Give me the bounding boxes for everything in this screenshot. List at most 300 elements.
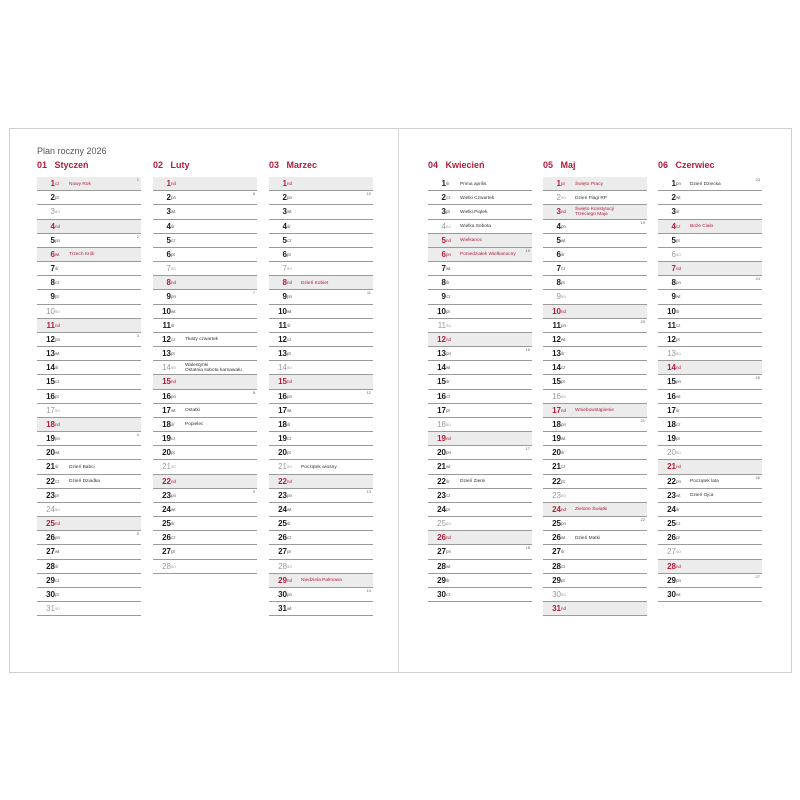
week-number: 13: [366, 488, 371, 494]
weekday-abbrev: pt: [446, 506, 450, 512]
weekday-abbrev: so: [561, 195, 566, 201]
day-number: 17: [437, 405, 446, 415]
day-row: [428, 560, 532, 574]
day-row: [37, 588, 141, 602]
day-row: [37, 418, 141, 432]
week-number: 25: [755, 375, 760, 381]
day-number: 21: [46, 462, 55, 472]
weekday-abbrev: wt: [171, 308, 176, 314]
day-number: 9: [556, 292, 561, 302]
weekday-abbrev: pn: [446, 351, 452, 357]
weekday-abbrev: śr: [55, 365, 59, 371]
day-number: 17: [667, 405, 676, 415]
week-number: 27: [755, 573, 760, 579]
day-row: [37, 319, 141, 333]
weekday-abbrev: pt: [287, 549, 291, 555]
day-row: [269, 290, 373, 304]
day-number: 26: [667, 533, 676, 543]
day-row: [37, 517, 141, 531]
day-row: [543, 475, 647, 489]
weekday-abbrev: wt: [55, 251, 60, 257]
weekday-abbrev: pn: [55, 237, 61, 243]
day-number: 13: [162, 349, 171, 359]
weekday-abbrev: wt: [446, 266, 451, 272]
weekday-abbrev: pn: [287, 492, 293, 498]
weekday-abbrev: cz: [561, 266, 566, 272]
day-number: 1: [441, 179, 446, 188]
day-row: [428, 574, 532, 588]
day-number: 10: [667, 306, 676, 316]
day-note: Nowy Rok: [69, 181, 91, 187]
weekday-abbrev: nd: [287, 181, 293, 186]
month-number: 01: [37, 160, 48, 170]
day-row: [153, 319, 257, 333]
day-row: [543, 404, 647, 418]
week-number: 10: [366, 191, 371, 197]
weekday-abbrev: so: [55, 209, 60, 215]
day-row: [543, 191, 647, 205]
weekday-abbrev: pn: [171, 492, 177, 498]
weekday-abbrev: wt: [287, 606, 292, 612]
day-note: Wniebowstąpienie: [575, 408, 614, 414]
weekday-abbrev: cz: [446, 591, 451, 597]
weekday-abbrev: nd: [676, 266, 682, 272]
day-number: 12: [552, 334, 561, 344]
week-number: 12: [366, 389, 371, 395]
month-name: Styczeń: [54, 160, 89, 170]
weekday-abbrev: pn: [446, 251, 452, 257]
day-number: 4: [556, 221, 561, 231]
weekday-abbrev: śr: [561, 251, 565, 257]
week-number: 20: [640, 318, 645, 324]
day-row: [37, 475, 141, 489]
day-number: 4: [50, 221, 55, 231]
weekday-abbrev: cz: [55, 379, 60, 385]
weekday-abbrev: nd: [171, 478, 177, 484]
day-number: 12: [162, 334, 171, 344]
weekday-abbrev: nd: [55, 521, 61, 527]
weekday-abbrev: cz: [676, 322, 681, 328]
day-row: [153, 390, 257, 404]
day-row: [428, 446, 532, 460]
day-number: 6: [166, 249, 171, 259]
day-number: 4: [441, 221, 446, 231]
day-number: 27: [437, 547, 446, 557]
day-row: [543, 446, 647, 460]
day-row: [658, 574, 762, 588]
day-row: [428, 432, 532, 446]
day-number: 21: [667, 462, 676, 472]
day-number: 26: [46, 533, 55, 543]
weekday-abbrev: wt: [55, 549, 60, 555]
weekday-abbrev: cz: [55, 577, 60, 583]
day-row: [658, 460, 762, 474]
month-column-4: [428, 160, 532, 602]
day-row: [658, 432, 762, 446]
weekday-abbrev: nd: [171, 181, 177, 186]
weekday-abbrev: pn: [676, 280, 682, 286]
day-note: Początek lata: [690, 479, 719, 485]
day-number: 31: [46, 604, 55, 614]
weekday-abbrev: pn: [676, 379, 682, 385]
day-number: 14: [552, 363, 561, 373]
day-note: Wielka Sobota: [460, 224, 491, 230]
day-number: 5: [671, 235, 676, 245]
weekday-abbrev: wt: [171, 209, 176, 215]
day-row: [543, 602, 647, 616]
weekday-abbrev: pt: [676, 237, 680, 243]
day-row: [658, 531, 762, 545]
weekday-abbrev: cz: [287, 237, 292, 243]
day-row: [658, 418, 762, 432]
day-row: [153, 347, 257, 361]
day-number: 29: [667, 575, 676, 585]
day-row: [543, 531, 647, 545]
day-note: Dzień Dziecka: [690, 181, 721, 187]
day-number: 14: [278, 363, 287, 373]
day-number: 2: [671, 193, 676, 203]
day-row: [658, 404, 762, 418]
weekday-abbrev: cz: [676, 421, 681, 427]
day-row: [658, 545, 762, 559]
day-row: [543, 333, 647, 347]
weekday-abbrev: pt: [561, 181, 565, 186]
day-number: 1: [556, 179, 561, 188]
month-header: [428, 160, 532, 175]
weekday-abbrev: cz: [171, 336, 176, 342]
days-list: [37, 177, 141, 616]
weekday-abbrev: nd: [446, 535, 452, 541]
day-number: 27: [162, 547, 171, 557]
day-number: 1: [282, 179, 287, 188]
day-number: 1: [166, 179, 171, 188]
day-row: [153, 305, 257, 319]
day-number: 30: [552, 589, 561, 599]
day-row: [153, 432, 257, 446]
weekday-abbrev: nd: [171, 280, 177, 286]
day-row: [153, 276, 257, 290]
weekday-abbrev: cz: [676, 223, 681, 229]
day-row: [153, 290, 257, 304]
day-number: 16: [552, 391, 561, 401]
month-column-3: [269, 160, 373, 616]
day-number: 11: [552, 320, 561, 330]
day-number: 3: [556, 207, 561, 217]
day-number: 18: [437, 419, 446, 429]
day-row: [269, 333, 373, 347]
day-number: 6: [282, 249, 287, 259]
week-number: 6: [252, 191, 255, 197]
day-number: 27: [667, 547, 676, 557]
day-number: 6: [50, 249, 55, 259]
weekday-abbrev: wt: [287, 209, 292, 215]
day-number: 27: [278, 547, 287, 557]
month-name: Kwiecień: [445, 160, 485, 170]
day-number: 10: [437, 306, 446, 316]
day-number: 6: [556, 249, 561, 259]
weekday-abbrev: so: [446, 421, 451, 427]
weekday-abbrev: cz: [561, 365, 566, 371]
day-row: [543, 517, 647, 531]
day-number: 8: [50, 278, 55, 288]
day-row: [37, 545, 141, 559]
day-number: 11: [437, 320, 446, 330]
day-note: Święto Pracy: [575, 181, 603, 187]
weekday-abbrev: śr: [676, 407, 680, 413]
day-row: [428, 475, 532, 489]
weekday-abbrev: nd: [446, 436, 452, 442]
day-row: [658, 588, 762, 602]
day-row: [269, 460, 373, 474]
weekday-abbrev: pt: [561, 478, 565, 484]
day-row: [658, 333, 762, 347]
day-number: 7: [50, 264, 55, 274]
week-number: 17: [525, 446, 530, 452]
day-row: [37, 602, 141, 616]
week-number: 23: [755, 177, 760, 182]
day-number: 5: [166, 235, 171, 245]
weekday-abbrev: so: [171, 365, 176, 371]
day-number: 14: [162, 363, 171, 373]
day-row: [428, 531, 532, 545]
weekday-abbrev: śr: [171, 421, 175, 427]
day-row: [37, 290, 141, 304]
day-row: [543, 375, 647, 389]
week-number: 2: [136, 233, 139, 239]
day-row: [269, 503, 373, 517]
weekday-abbrev: wt: [287, 506, 292, 512]
day-row: [428, 375, 532, 389]
day-number: 3: [50, 207, 55, 217]
week-number: 3: [136, 332, 139, 338]
month-header: [269, 160, 373, 175]
weekday-abbrev: pt: [171, 549, 175, 555]
day-number: 31: [278, 604, 287, 614]
day-row: [428, 248, 532, 262]
day-number: 19: [667, 434, 676, 444]
day-note: Dzień Kobiet: [301, 280, 329, 286]
day-number: 20: [278, 448, 287, 458]
weekday-abbrev: śr: [446, 181, 450, 186]
day-row: [543, 574, 647, 588]
weekday-abbrev: pn: [676, 478, 682, 484]
weekday-abbrev: nd: [676, 464, 682, 470]
day-row: [37, 177, 141, 191]
day-row: [153, 177, 257, 191]
weekday-abbrev: śr: [171, 322, 175, 328]
day-number: 8: [671, 278, 676, 288]
day-number: 28: [667, 561, 676, 571]
day-row: [153, 375, 257, 389]
weekday-abbrev: so: [171, 563, 176, 569]
weekday-abbrev: cz: [676, 521, 681, 527]
day-number: 24: [667, 504, 676, 514]
day-row: [37, 460, 141, 474]
weekday-abbrev: pt: [561, 379, 565, 385]
day-row: [37, 390, 141, 404]
weekday-abbrev: nd: [171, 379, 177, 385]
weekday-abbrev: pn: [676, 577, 682, 583]
day-row: [658, 305, 762, 319]
day-row: [428, 276, 532, 290]
day-number: 12: [46, 334, 55, 344]
weekday-abbrev: pt: [171, 450, 175, 456]
day-row: [269, 404, 373, 418]
day-row: [428, 305, 532, 319]
day-number: 4: [166, 221, 171, 231]
day-row: [37, 276, 141, 290]
day-row: [37, 574, 141, 588]
day-row: [543, 460, 647, 474]
weekday-abbrev: so: [676, 251, 681, 257]
weekday-abbrev: pt: [287, 351, 291, 357]
day-number: 10: [552, 306, 561, 316]
weekday-abbrev: pn: [55, 436, 61, 442]
month-column-2: [153, 160, 257, 574]
day-number: 9: [282, 292, 287, 302]
weekday-abbrev: śr: [55, 464, 59, 470]
day-note: Tłusty czwartek: [185, 337, 219, 343]
day-row: [658, 475, 762, 489]
weekday-abbrev: so: [561, 591, 566, 597]
day-number: 23: [437, 490, 446, 500]
day-number: 23: [46, 490, 55, 500]
weekday-abbrev: nd: [676, 365, 682, 371]
weekday-abbrev: pn: [446, 450, 452, 456]
day-row: [428, 262, 532, 276]
weekday-abbrev: cz: [171, 237, 176, 243]
day-number: 15: [667, 377, 676, 387]
day-row: [658, 262, 762, 276]
day-number: 24: [278, 504, 287, 514]
weekday-abbrev: wt: [55, 351, 60, 357]
day-row: [543, 588, 647, 602]
day-number: 7: [556, 264, 561, 274]
weekday-abbrev: pn: [287, 393, 293, 399]
day-note: Dzień Dziadka: [69, 479, 100, 485]
day-number: 15: [162, 377, 171, 387]
weekday-abbrev: pt: [446, 308, 450, 314]
weekday-abbrev: wt: [676, 294, 681, 300]
day-note: Boże Ciało: [690, 224, 714, 230]
day-number: 17: [46, 405, 55, 415]
day-note: Popielec: [185, 422, 204, 428]
day-number: 13: [552, 349, 561, 359]
day-number: 8: [556, 278, 561, 288]
weekday-abbrev: nd: [676, 563, 682, 569]
weekday-abbrev: so: [171, 464, 176, 470]
day-row: [269, 361, 373, 375]
day-row: [153, 220, 257, 234]
day-number: 15: [552, 377, 561, 387]
day-number: 24: [552, 504, 561, 514]
day-note: Dzień Flagi RP: [575, 195, 607, 201]
day-number: 21: [437, 462, 446, 472]
weekday-abbrev: nd: [561, 606, 567, 612]
day-number: 23: [278, 490, 287, 500]
day-number: 19: [46, 434, 55, 444]
day-number: 30: [437, 589, 446, 599]
day-row: [37, 404, 141, 418]
day-row: [269, 220, 373, 234]
day-number: 22: [667, 476, 676, 486]
day-row: [37, 262, 141, 276]
month-number: 05: [543, 160, 554, 170]
day-row: [658, 319, 762, 333]
week-number: 1: [136, 177, 139, 182]
week-number: 11: [366, 290, 371, 296]
day-row: [543, 290, 647, 304]
week-number: 14: [366, 587, 371, 593]
weekday-abbrev: so: [55, 407, 60, 413]
day-row: [428, 333, 532, 347]
page-title: Plan roczny 2026: [37, 146, 107, 156]
day-number: 20: [552, 448, 561, 458]
day-row: [37, 333, 141, 347]
weekday-abbrev: śr: [676, 209, 680, 215]
day-row: [153, 517, 257, 531]
day-row: [37, 489, 141, 503]
day-row: [543, 305, 647, 319]
month-header: [37, 160, 141, 175]
weekday-abbrev: nd: [561, 506, 567, 512]
weekday-abbrev: cz: [446, 492, 451, 498]
weekday-abbrev: wt: [676, 591, 681, 597]
day-row: [428, 361, 532, 375]
day-number: 25: [278, 519, 287, 529]
day-row: [153, 205, 257, 219]
day-number: 19: [437, 434, 446, 444]
day-row: [428, 290, 532, 304]
weekday-abbrev: śr: [287, 223, 291, 229]
weekday-abbrev: śr: [446, 478, 450, 484]
day-row: [269, 390, 373, 404]
day-number: 27: [46, 547, 55, 557]
weekday-abbrev: pt: [676, 535, 680, 541]
weekday-abbrev: wt: [171, 407, 176, 413]
weekday-abbrev: nd: [287, 478, 293, 484]
day-note: Wielki Piątek: [460, 209, 488, 215]
weekday-abbrev: pn: [287, 591, 293, 597]
weekday-abbrev: pt: [55, 294, 59, 300]
day-row: [269, 347, 373, 361]
day-row: [269, 602, 373, 616]
weekday-abbrev: so: [561, 294, 566, 300]
weekday-abbrev: cz: [446, 195, 451, 201]
day-row: [37, 432, 141, 446]
day-number: 16: [667, 391, 676, 401]
day-row: [153, 446, 257, 460]
day-number: 5: [441, 235, 446, 245]
day-row: [658, 560, 762, 574]
day-row: [543, 177, 647, 191]
weekday-abbrev: wt: [561, 336, 566, 342]
weekday-abbrev: nd: [561, 209, 567, 215]
day-row: [269, 205, 373, 219]
day-number: 20: [46, 448, 55, 458]
day-row: [37, 375, 141, 389]
day-number: 26: [552, 533, 561, 543]
day-row: [658, 517, 762, 531]
weekday-abbrev: pt: [171, 351, 175, 357]
day-number: 30: [667, 589, 676, 599]
day-number: 28: [162, 561, 171, 571]
day-number: 11: [46, 320, 55, 330]
day-number: 5: [556, 235, 561, 245]
weekday-abbrev: wt: [446, 563, 451, 569]
day-row: [269, 432, 373, 446]
day-note: Prima aprilis: [460, 181, 487, 187]
